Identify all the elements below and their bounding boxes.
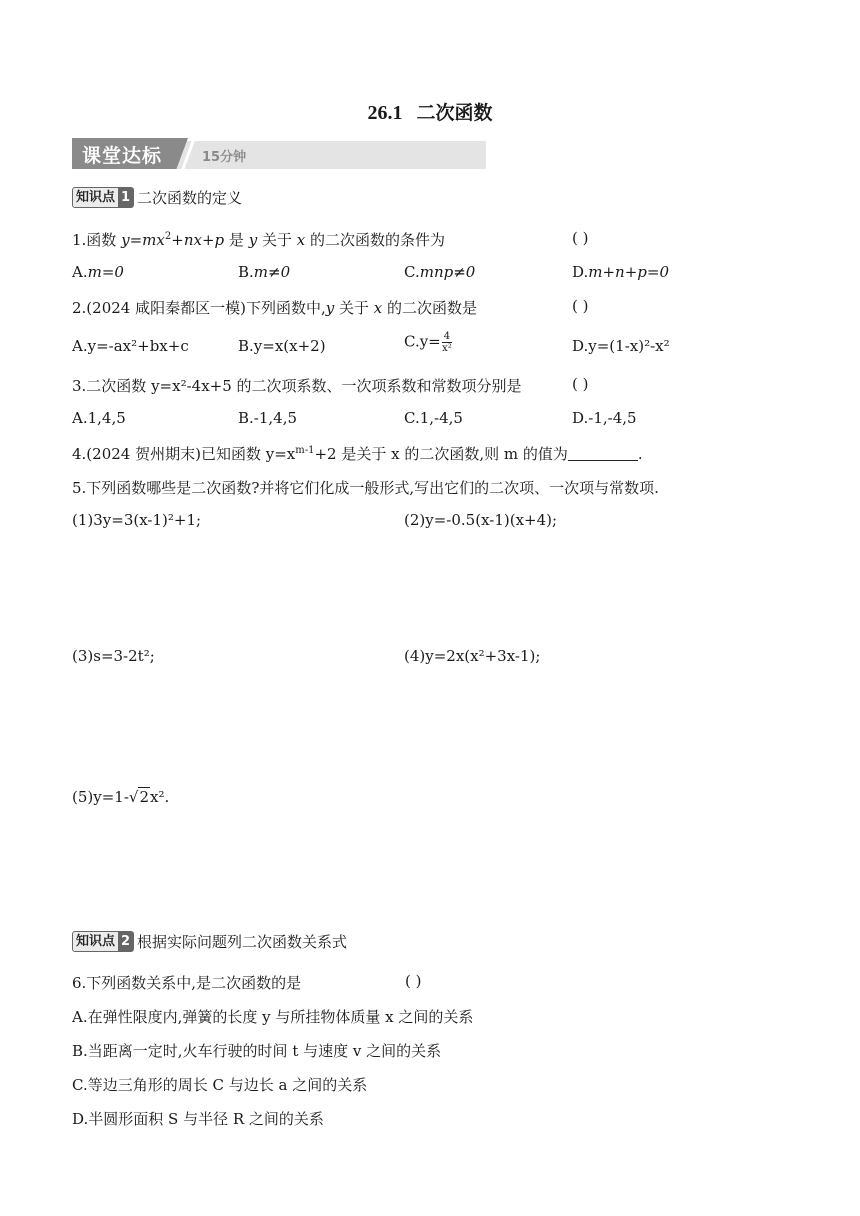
question-2-stem [72,297,477,318]
knowledge-point-tag [72,931,134,952]
q6-option-b[interactable]: B.当距离一定时,火车行驶的时间 t 与速度 v 之间的关系 [72,1042,442,1060]
q2-text: 的二次函数是 [382,299,478,317]
q1-text: 1.函数 [72,231,122,249]
fraction-denominator: x² [442,343,452,354]
q1-var: y [121,231,130,249]
q2-option-d[interactable]: D.y=(1-x)²-x² [572,337,670,355]
q2-text: 关于 [334,299,374,317]
q1-var: x [193,231,202,249]
q5-text: x². [150,788,170,806]
q6-option-a[interactable]: A.在弹性限度内,弹簧的长度 y 与所挂物体质量 x 之间的关系 [72,1008,474,1026]
square-root [129,788,150,806]
option-text: m=0 [87,263,124,281]
option-letter: C. [404,263,420,281]
q5-part-2: (2)y=-0.5(x-1)(x+4); [404,511,558,529]
q1-var: m [142,231,157,249]
q1-text: + [171,231,184,249]
knowledge-point-tag [72,187,134,208]
q1-text: 关于 [257,231,297,249]
q1-var: x [156,231,165,249]
knowledge-point-2-heading [72,931,347,952]
fraction [442,331,452,354]
option-text: C.y= [404,332,441,351]
banner-label: 课堂达标 [82,145,163,167]
q1-option-c[interactable] [404,263,475,281]
question-5-stem: 5.下列函数哪些是二次函数?并将它们化成一般形式,写出它们的二次项、一次项与常数项. [72,479,659,497]
q1-option-d[interactable] [572,263,669,281]
question-6-stem: 6.下列函数关系中,是二次函数的是 [72,974,302,992]
q5-part-1: (1)3y=3(x-1)²+1; [72,511,202,529]
q6-option-d[interactable]: D.半圆形面积 S 与半径 R 之间的关系 [72,1110,324,1128]
answer-bracket[interactable]: ( ) [572,229,589,247]
knowledge-point-tag-text: 知识点 [76,934,116,949]
fill-in-blank[interactable] [568,446,638,461]
q2-option-a[interactable]: A.y=-ax²+bx+c [72,337,189,355]
q3-option-b[interactable]: B.-1,4,5 [238,409,298,427]
question-3-stem: 3.二次函数 y=x²-4x+5 的二次项系数、一次项系数和常数项分别是 [72,377,522,395]
knowledge-point-tag-text: 知识点 [76,190,116,205]
q4-text: +2 是关于 x 的二次函数,则 m 的值为 [314,445,568,463]
knowledge-point-1-heading [72,187,242,208]
answer-bracket[interactable]: ( ) [572,375,589,393]
q6-option-c[interactable]: C.等边三角形的周长 C 与边长 a 之间的关系 [72,1076,368,1094]
q2-var: y [325,299,335,317]
q3-option-c[interactable]: C.1,-4,5 [404,409,463,427]
q5-part-4: (4)y=2x(x²+3x-1); [404,647,541,665]
question-4-stem [72,443,643,464]
option-text: mnp≠0 [419,263,476,281]
q1-var: p [214,231,225,249]
q1-var: x [296,231,306,249]
option-text: m+n+p=0 [588,263,670,281]
knowledge-point-title: 二次函数的定义 [137,189,243,207]
sqrt-sign: √ [128,788,139,806]
q3-option-a[interactable]: A.1,4,5 [72,409,126,427]
option-letter: A. [72,263,88,281]
knowledge-point-title: 根据实际问题列二次函数关系式 [137,933,348,951]
q2-option-b[interactable]: B.y=x(x+2) [238,337,326,355]
q4-text: 4.(2024 贺州期末)已知函数 y=x [72,445,296,463]
option-letter: B. [238,263,254,281]
q2-var: x [373,299,383,317]
q2-text: 2.(2024 咸阳秦都区一模)下列函数中, [72,299,326,317]
section-number: 26.1 [367,102,403,124]
q4-text: . [637,445,643,463]
radicand: 2 [139,788,150,806]
option-text: m≠0 [253,263,291,281]
q1-text: = [129,231,143,249]
banner-time: 15分钟 [202,150,247,165]
q4-exponent: m-1 [295,445,315,456]
q1-exponent: 2 [164,231,172,242]
knowledge-point-number: 1 [118,188,133,207]
q1-option-b[interactable] [238,263,290,281]
q5-part-3: (3)s=3-2t²; [72,647,155,665]
q1-text: + [201,231,215,249]
q1-var: n [183,231,194,249]
question-1-stem [72,229,445,250]
fraction-numerator: 4 [443,331,451,342]
answer-bracket[interactable]: ( ) [572,297,589,315]
q1-text: 是 [224,231,249,249]
knowledge-point-number: 2 [118,932,133,951]
q5-text: (5)y=1- [72,788,129,806]
q2-option-c[interactable] [404,331,452,354]
answer-bracket[interactable]: ( ) [405,972,422,990]
page-title [0,98,860,125]
q1-option-a[interactable] [72,263,124,281]
q1-var: y [248,231,258,249]
q3-option-d[interactable]: D.-1,-4,5 [572,409,637,427]
section-title: 二次函数 [416,102,493,124]
option-letter: D. [572,263,589,281]
q1-text: 的二次函数的条件为 [305,231,445,249]
class-practice-banner [72,138,486,170]
q5-part-5 [72,788,169,806]
